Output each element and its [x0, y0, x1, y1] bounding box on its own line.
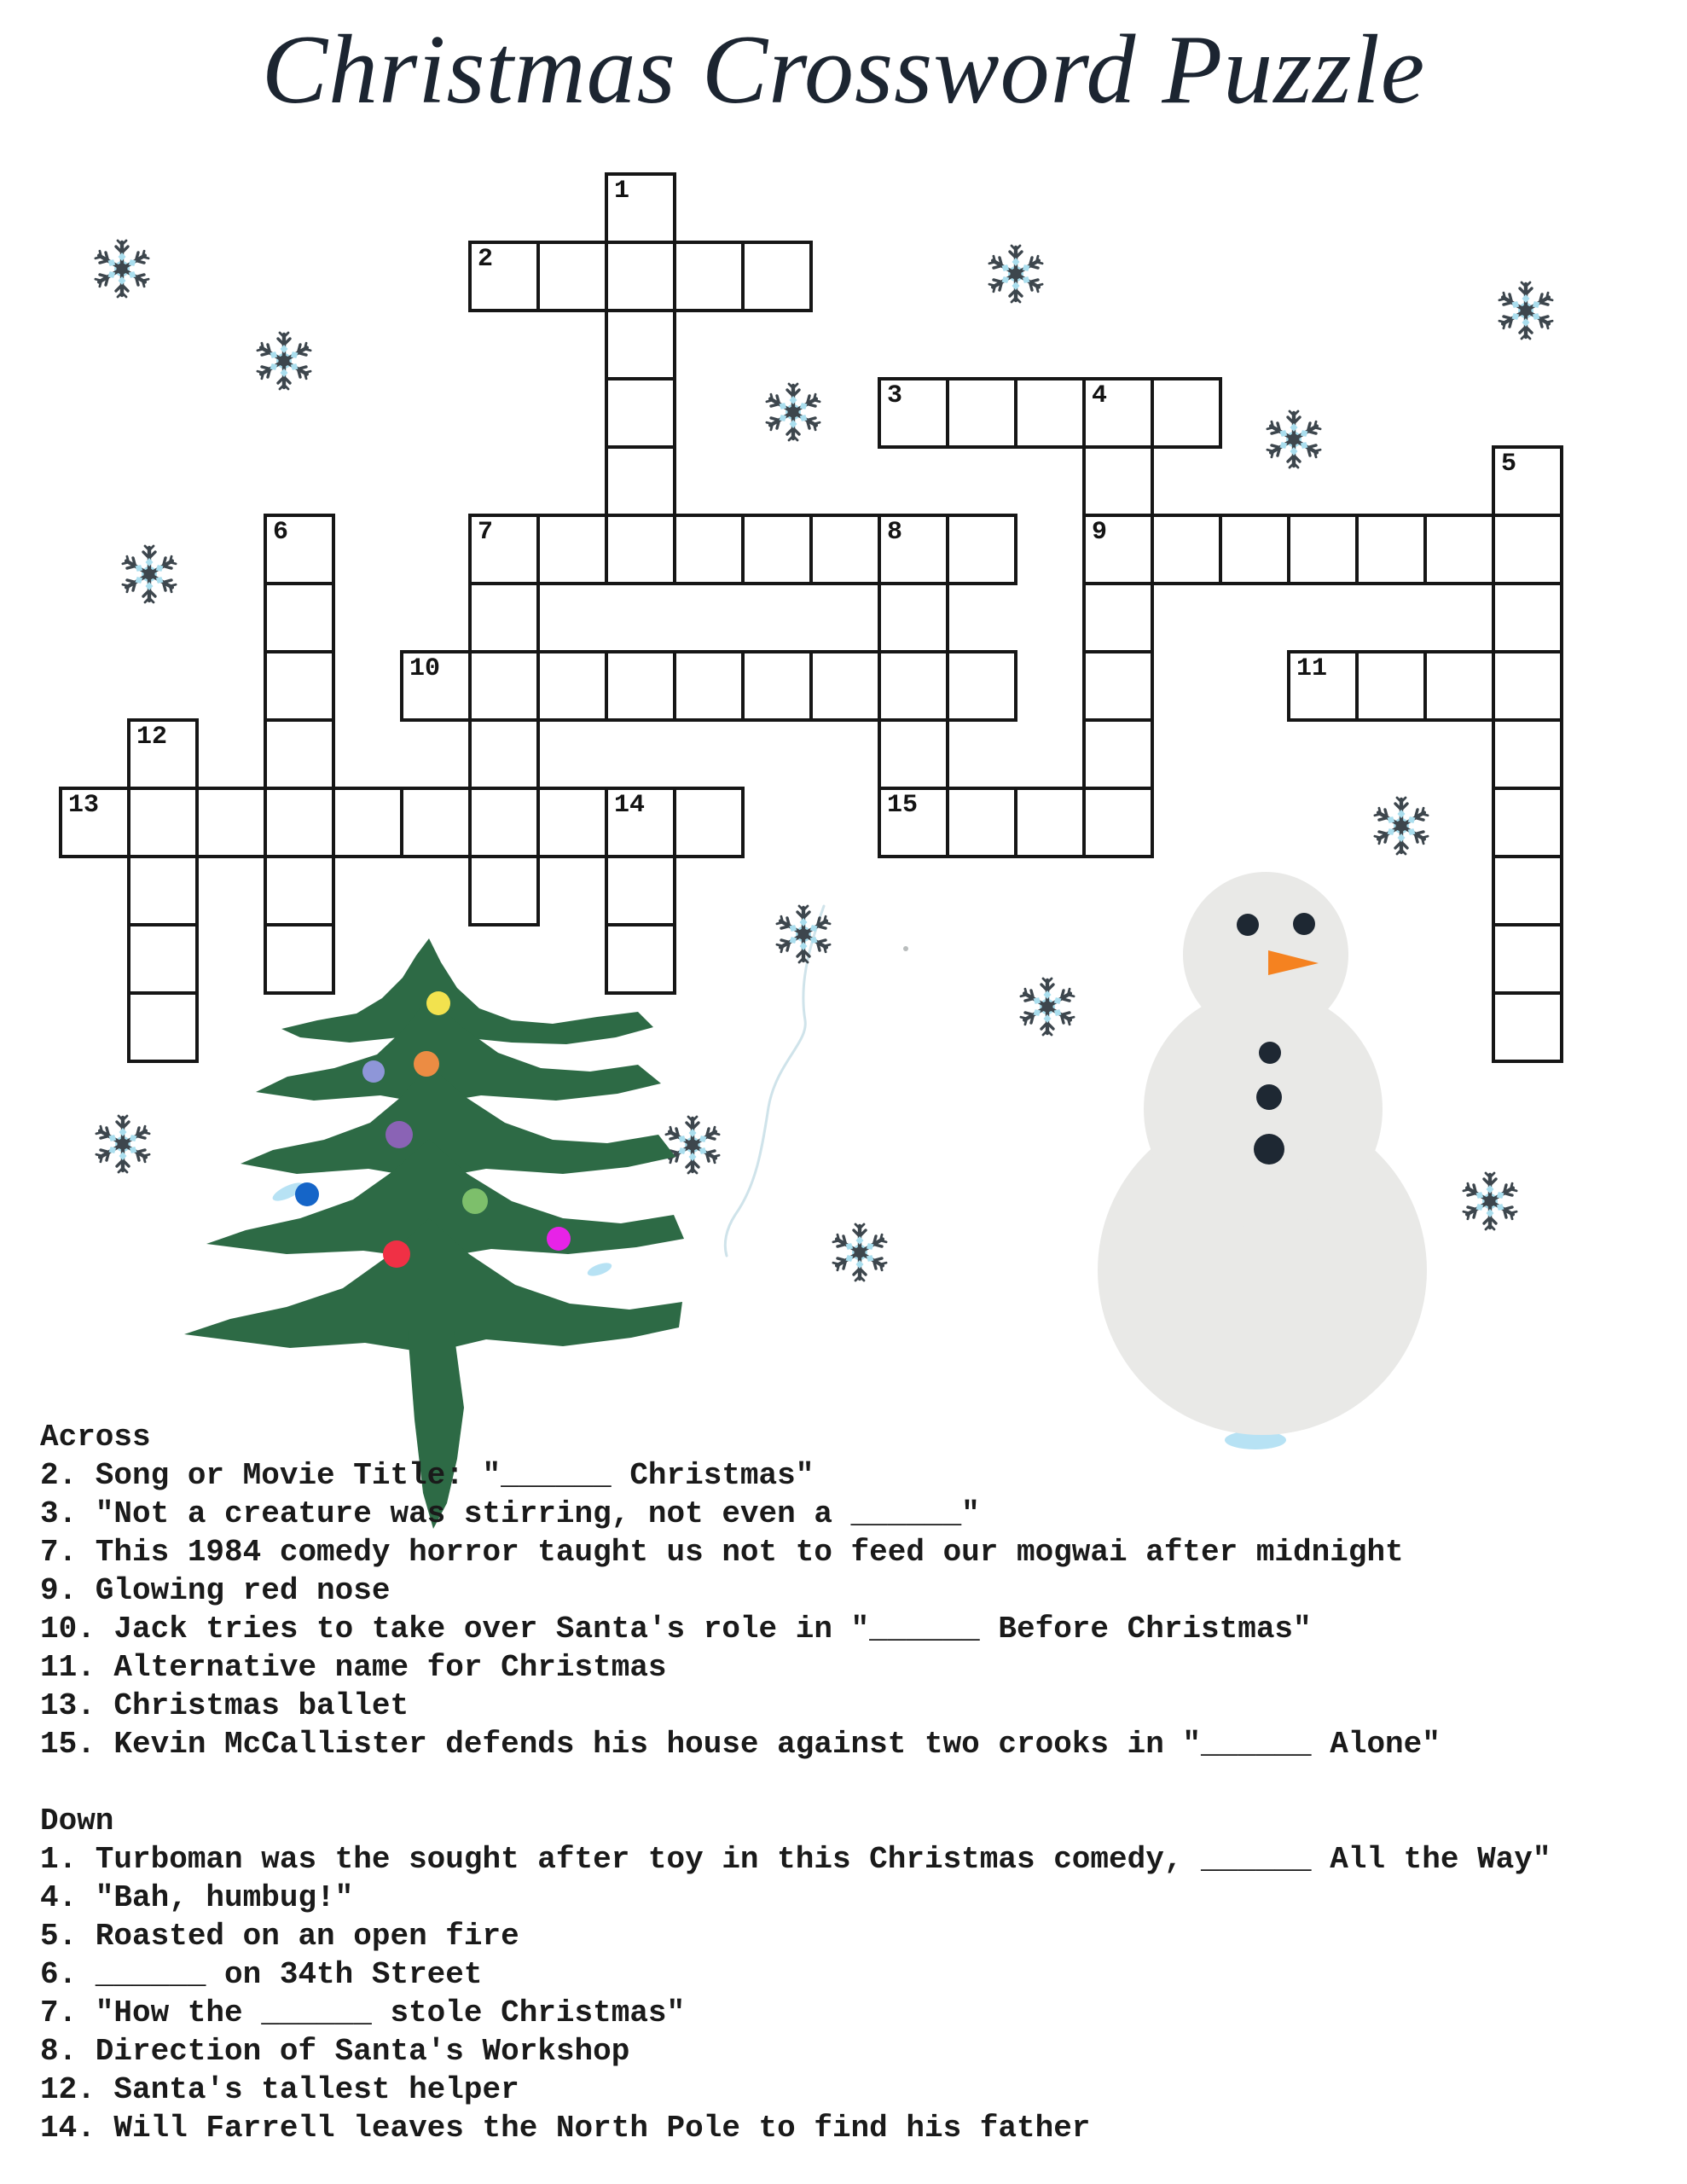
cell-number: 14	[614, 791, 646, 820]
grid-cell[interactable]	[332, 787, 403, 858]
grid-cell[interactable]	[1219, 514, 1290, 585]
grid-cell[interactable]	[946, 377, 1017, 449]
clue-line: 14. Will Farrell leaves the North Pole to find his father	[40, 2111, 1091, 2146]
snowflake-icon-symbol	[776, 906, 831, 962]
cell-number: 12	[136, 723, 168, 752]
snowman-button	[1259, 1042, 1281, 1064]
snowflake-icon	[766, 384, 820, 440]
down-list	[40, 1840, 1551, 2147]
clue-line: 7. "How the ______ stole Christmas"	[40, 1995, 686, 2030]
snowflake-icon	[1020, 979, 1075, 1035]
clue-line: 1. Turboman was the sought after toy in this Christmas comedy, ______ All the Way"	[40, 1842, 1551, 1877]
grid-cell[interactable]	[741, 514, 813, 585]
down-header: Down	[40, 1804, 114, 1838]
grid-cell[interactable]	[605, 241, 676, 312]
snowflake-icon-symbol	[1463, 1173, 1517, 1229]
grid-cell[interactable]	[1355, 514, 1427, 585]
cell-number: 6	[273, 518, 289, 547]
grid-cell[interactable]	[673, 650, 745, 722]
ornament	[462, 1188, 488, 1214]
down-clues	[40, 1802, 1551, 2147]
grid-cell[interactable]	[1287, 514, 1359, 585]
grid-cell[interactable]	[536, 514, 608, 585]
grid-cell[interactable]	[264, 718, 335, 790]
grid-cell[interactable]	[127, 855, 199, 926]
grid-cell[interactable]	[673, 514, 745, 585]
grid-cell[interactable]	[605, 445, 676, 517]
ornament	[383, 1240, 410, 1268]
snowflake-icon	[95, 241, 149, 297]
snowflake-icon-symbol	[95, 241, 149, 297]
grid-cell[interactable]	[264, 787, 335, 858]
grid-cell[interactable]	[1492, 718, 1563, 790]
grid-cell[interactable]	[605, 309, 676, 380]
grid-cell[interactable]	[127, 718, 199, 790]
snowflake-icon-symbol	[766, 384, 820, 440]
grid-cell[interactable]	[1492, 514, 1563, 585]
grid-cell[interactable]	[1082, 718, 1154, 790]
cell-number: 2	[478, 245, 494, 274]
grid-cell[interactable]	[605, 855, 676, 926]
clue-line: 10. Jack tries to take over Santa's role in "______ Before Christmas"	[40, 1612, 1312, 1647]
snowman-body-circle	[1183, 872, 1348, 1037]
grid-cell[interactable]	[673, 787, 745, 858]
grid-cell[interactable]	[1423, 650, 1495, 722]
grid-cell[interactable]	[1151, 377, 1222, 449]
grid-cell[interactable]	[195, 787, 267, 858]
grid-cell[interactable]	[1492, 582, 1563, 653]
grid-cell[interactable]	[878, 787, 949, 858]
grid-cell[interactable]	[946, 787, 1017, 858]
snowflake-icon	[988, 246, 1043, 302]
snowflake-icon-symbol	[257, 333, 311, 389]
grid-cell[interactable]	[878, 650, 949, 722]
snowflake-icon	[1463, 1173, 1517, 1229]
grid-cell[interactable]	[468, 718, 540, 790]
clue-line: 2. Song or Movie Title: "______ Christmas"	[40, 1458, 815, 1493]
grid-cell[interactable]	[605, 923, 676, 995]
snowflake-icon-symbol	[832, 1224, 887, 1281]
snowflake-icon-symbol	[1020, 979, 1075, 1035]
snowflake-icon	[122, 546, 177, 602]
clue-line: 6. ______ on 34th Street	[40, 1957, 483, 1992]
snowman-eye	[1237, 914, 1259, 936]
grid-cell[interactable]	[878, 377, 949, 449]
clue-line: 12. Santa's tallest helper	[40, 2072, 519, 2107]
snowflake-icon	[1499, 282, 1553, 339]
grid-cell[interactable]	[878, 718, 949, 790]
across-header: Across	[40, 1420, 151, 1455]
grid-cell[interactable]	[605, 514, 676, 585]
snow-squiggle	[725, 906, 824, 1256]
grid-cell[interactable]	[741, 650, 813, 722]
grid-cell[interactable]	[1423, 514, 1495, 585]
grid-cell[interactable]	[605, 377, 676, 449]
snowflake-icon-symbol	[1499, 282, 1553, 339]
grid-cell[interactable]	[468, 582, 540, 653]
grid-cell[interactable]	[468, 650, 540, 722]
grid-cell[interactable]	[1082, 514, 1154, 585]
cell-number: 5	[1501, 450, 1517, 479]
grid-cell[interactable]	[1492, 991, 1563, 1063]
grid-cell[interactable]	[741, 241, 813, 312]
grid-cell[interactable]	[1492, 923, 1563, 995]
grid-cell[interactable]	[946, 514, 1017, 585]
grid-cell[interactable]	[468, 855, 540, 926]
grid-cell[interactable]	[1014, 787, 1086, 858]
cell-number: 7	[478, 518, 494, 547]
clue-line: 4. "Bah, humbug!"	[40, 1880, 354, 1915]
grid-cell[interactable]	[264, 514, 335, 585]
grid-cell[interactable]	[1492, 855, 1563, 926]
snowflake-icon-symbol	[1374, 798, 1429, 854]
grid-cell[interactable]	[1082, 787, 1154, 858]
snowflake-icon	[665, 1117, 720, 1173]
cell-number: 15	[887, 791, 919, 820]
grid-cell[interactable]	[264, 582, 335, 653]
clue-line: 3. "Not a creature was stirring, not even a ______"	[40, 1496, 980, 1531]
grid-cell[interactable]	[400, 650, 472, 722]
cell-number: 13	[68, 791, 100, 820]
grid-cell[interactable]	[264, 855, 335, 926]
grid-cell[interactable]	[536, 650, 608, 722]
ornament	[414, 1051, 439, 1077]
clue-line: 13. Christmas ballet	[40, 1688, 409, 1723]
grid-cell[interactable]	[1082, 582, 1154, 653]
snowflake-icon-symbol	[96, 1116, 150, 1172]
grid-cell[interactable]	[127, 991, 199, 1063]
grid-cell[interactable]	[809, 650, 881, 722]
grid-cell[interactable]	[1492, 445, 1563, 517]
snowman-button	[1254, 1134, 1284, 1165]
snowman-eye	[1293, 913, 1315, 935]
ornament	[295, 1182, 319, 1206]
clue-line: 8. Direction of Santa's Workshop	[40, 2034, 630, 2069]
clue-line: 7. This 1984 comedy horror taught us not to feed our mogwai after midnight	[40, 1535, 1404, 1570]
cell-number: 8	[887, 518, 903, 547]
grid-cell[interactable]	[605, 787, 676, 858]
cell-number: 9	[1092, 518, 1108, 547]
grid-cell[interactable]	[468, 241, 540, 312]
page-title: Christmas Crossword Puzzle	[261, 15, 1426, 125]
grid-cell[interactable]	[59, 787, 130, 858]
grid-cell[interactable]	[1014, 377, 1086, 449]
snowflake-icon	[96, 1116, 150, 1172]
grid-cell[interactable]	[1082, 650, 1154, 722]
grid-cell[interactable]	[468, 514, 540, 585]
grid-cell[interactable]	[878, 582, 949, 653]
grid-cell[interactable]	[878, 514, 949, 585]
grid-cell[interactable]	[264, 650, 335, 722]
cell-number: 3	[887, 381, 903, 410]
snowman-button	[1256, 1084, 1282, 1110]
cell-number: 10	[409, 654, 441, 683]
tree-snow-accent	[586, 1260, 613, 1279]
snowflake-icon-symbol	[988, 246, 1043, 302]
across-list	[40, 1456, 1441, 1763]
grid-cell[interactable]	[127, 923, 199, 995]
ornament	[426, 991, 450, 1015]
grid-cell[interactable]	[536, 787, 608, 858]
grid-cell[interactable]	[1287, 650, 1359, 722]
grid-cell[interactable]	[264, 923, 335, 995]
grid-cell[interactable]	[127, 787, 199, 858]
snowflake-icon-symbol	[665, 1117, 720, 1173]
grid-cell[interactable]	[1355, 650, 1427, 722]
grid-cell[interactable]	[605, 172, 676, 244]
grid-cell[interactable]	[468, 787, 540, 858]
grid-cell[interactable]	[536, 241, 608, 312]
snowflake-icon-symbol	[1267, 411, 1321, 468]
speck-dot	[903, 946, 908, 951]
clue-line: 11. Alternative name for Christmas	[40, 1650, 667, 1685]
clue-line: 5. Roasted on an open fire	[40, 1919, 519, 1954]
grid-cell[interactable]	[1082, 445, 1154, 517]
grid-cell[interactable]	[1492, 787, 1563, 858]
snowflake-icon	[776, 906, 831, 962]
grid-cell[interactable]	[673, 241, 745, 312]
cell-number: 4	[1092, 381, 1108, 410]
snowman	[1098, 872, 1427, 1449]
grid-cell[interactable]	[400, 787, 472, 858]
grid-cell[interactable]	[1082, 377, 1154, 449]
cell-number: 1	[614, 177, 630, 206]
grid-cell[interactable]	[1151, 514, 1222, 585]
snowflake-icon	[257, 333, 311, 389]
snowflake-icon-symbol	[122, 546, 177, 602]
ornament	[547, 1227, 571, 1251]
grid-cell[interactable]	[809, 514, 881, 585]
snowflake-icon	[1267, 411, 1321, 468]
cell-number: 11	[1296, 654, 1328, 683]
grid-cell[interactable]	[946, 650, 1017, 722]
ornament	[386, 1121, 413, 1148]
grid-cell[interactable]	[1492, 650, 1563, 722]
ornament	[362, 1060, 385, 1083]
across-clues	[40, 1418, 1441, 1763]
snowflake-icon	[832, 1224, 887, 1281]
clue-line: 15. Kevin McCallister defends his house against two crooks in "______ Alone"	[40, 1727, 1441, 1762]
grid-cell[interactable]	[605, 650, 676, 722]
clue-line: 9. Glowing red nose	[40, 1573, 391, 1608]
snowflake-icon	[1374, 798, 1429, 854]
